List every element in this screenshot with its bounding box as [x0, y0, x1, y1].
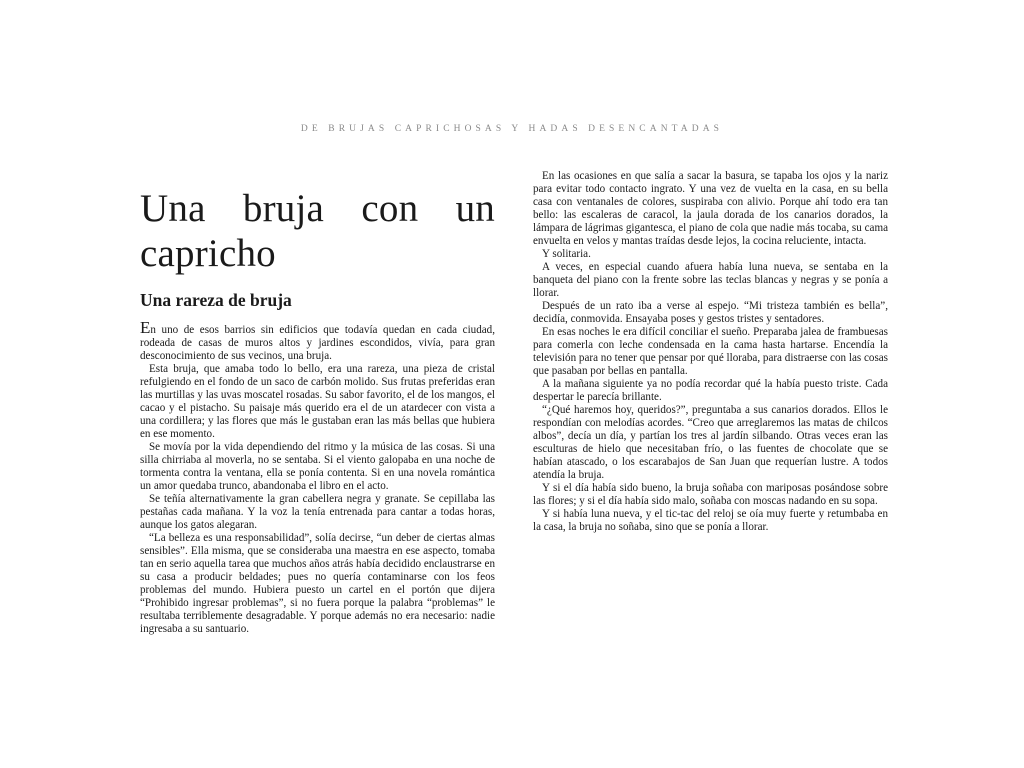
paragraph: Y solitaria.: [542, 248, 591, 260]
paragraph: “La belleza es una responsabilidad”, solía decirse, “un deber de ciertas almas sensibles”. Ella misma, que se consideraba una maestra en ese aspecto, tomaba tan en serio aquella tarea que muchos años atrás había decidido enclaustrarse en su casa a producir beldades; pues no quería contaminarse con los feos problemas del mundo. Hubiera puesto un cartel en el portón que dijera “Prohibido ingresar problemas”, si no fuera porque la palabra “problemas” le resultaba terriblemente desagradable. Y porque además no era necesario: nadie ingresaba a su santuario.: [140, 532, 495, 635]
initial-letter: E: [140, 318, 151, 337]
paragraph: Se movía por la vida dependiendo del ritmo y la música de las cosas. Si una silla chirriaba al moverla, no se sentaba. Si el viento galopaba en una noche de tormenta contra la ventana, ella se ponía contenta. Si en una novela romántica un amor quedaba trunco, abandonaba el libro en el acto.: [140, 441, 495, 492]
paragraph: Y si había luna nueva, y el tic-tac del reloj se oía muy fuerte y retumbaba en la casa, la bruja no soñaba, sino que se ponía a llorar.: [533, 508, 888, 533]
paragraph: Y si el día había sido bueno, la bruja soñaba con mariposas posándose sobre las flores; y si el día había sido malo, soñaba con moscas nadando en su sopa.: [533, 482, 888, 507]
paragraph-opening: [140, 318, 495, 363]
chapter-title: Una bruja con un capricho: [140, 187, 495, 275]
paragraph: En esas noches le era difícil conciliar el sueño. Preparaba jalea de frambuesas para comerla con leche condensada en la cama hasta hartarse. Encendía la televisión para no tener que pensar por qué lloraba, para distraerse con las cosas que pasaban por bellas en pantalla.: [533, 326, 888, 377]
left-page-column: [140, 186, 495, 636]
section-title: Una rareza de bruja: [140, 290, 292, 310]
right-page-column: [533, 170, 888, 534]
running-head: DE BRUJAS CAPRICHOSAS Y HADAS DESENCANTADAS: [300, 124, 724, 134]
paragraph: “¿Qué haremos hoy, queridos?”, preguntaba a sus canarios dorados. Ellos le respondían con melodías acordes. “Creo que arreglaremos las matas de chilcos albos”, decía un día, y partían los tres al jardín silbando. Otras veces eran las esculturas de hielo que necesitaban frío, o las fuentes de chocolate que se habían atascado, o los escarabajos de San Juan que requerían lustre. A todos atendía la bruja.: [533, 404, 888, 481]
paragraph: A la mañana siguiente ya no podía recordar qué la había puesto triste. Cada despertar le parecía brillante.: [533, 378, 888, 403]
paragraph: Esta bruja, que amaba todo lo bello, era una rareza, una pieza de cristal refulgiendo en el fondo de un saco de carbón molido. Sus frutas preferidas eran las murtillas y las uvas moscatel rosadas. Su sabor favorito, el de los mangos, el cacao y el pistacho. Su paisaje más querido era el de un atardecer con vista a una cordillera; y las flores que más le gustaban eran las más bellas que hubiera en ese momento.: [140, 363, 495, 440]
paragraph: Después de un rato iba a verse al espejo. “Mi tristeza también es bella”, decidía, conmovida. Ensayaba poses y gestos tristes y sentadores.: [533, 300, 888, 325]
paragraph: En las ocasiones en que salía a sacar la basura, se tapaba los ojos y la nariz para evitar todo contacto ingrato. Y una vez de vuelta en la casa, en su bella casa con ventanales de colores, suspiraba con alivio. Porque ahí todo era tan bello: las escaleras de caracol, la jaula dorada de los canarios dorados, la lámpara de lágrimas gigantesca, el piano de cola que nadie más tocaba, su cama envuelta en velos y mantas traídas desde lejos, la cocina reluciente, intacta.: [533, 170, 888, 247]
opening-text: n uno de esos barrios sin edificios que todavía quedan en cada ciudad, rodeada de casas de muros altos y jardines escondidos, vivía, para gran desconocimiento de sus vecinos, una bruja.: [140, 324, 495, 362]
paragraph: A veces, en especial cuando afuera había luna nueva, se sentaba en la banqueta del piano con la frente sobre las teclas blancas y negras y se ponía a llorar.: [533, 261, 888, 299]
paragraph: Se teñía alternativamente la gran cabellera negra y granate. Se cepillaba las pestañas cada mañana. Y la voz la tenía entrenada para cantar a todas horas, aunque los gatos alegaran.: [140, 493, 495, 531]
